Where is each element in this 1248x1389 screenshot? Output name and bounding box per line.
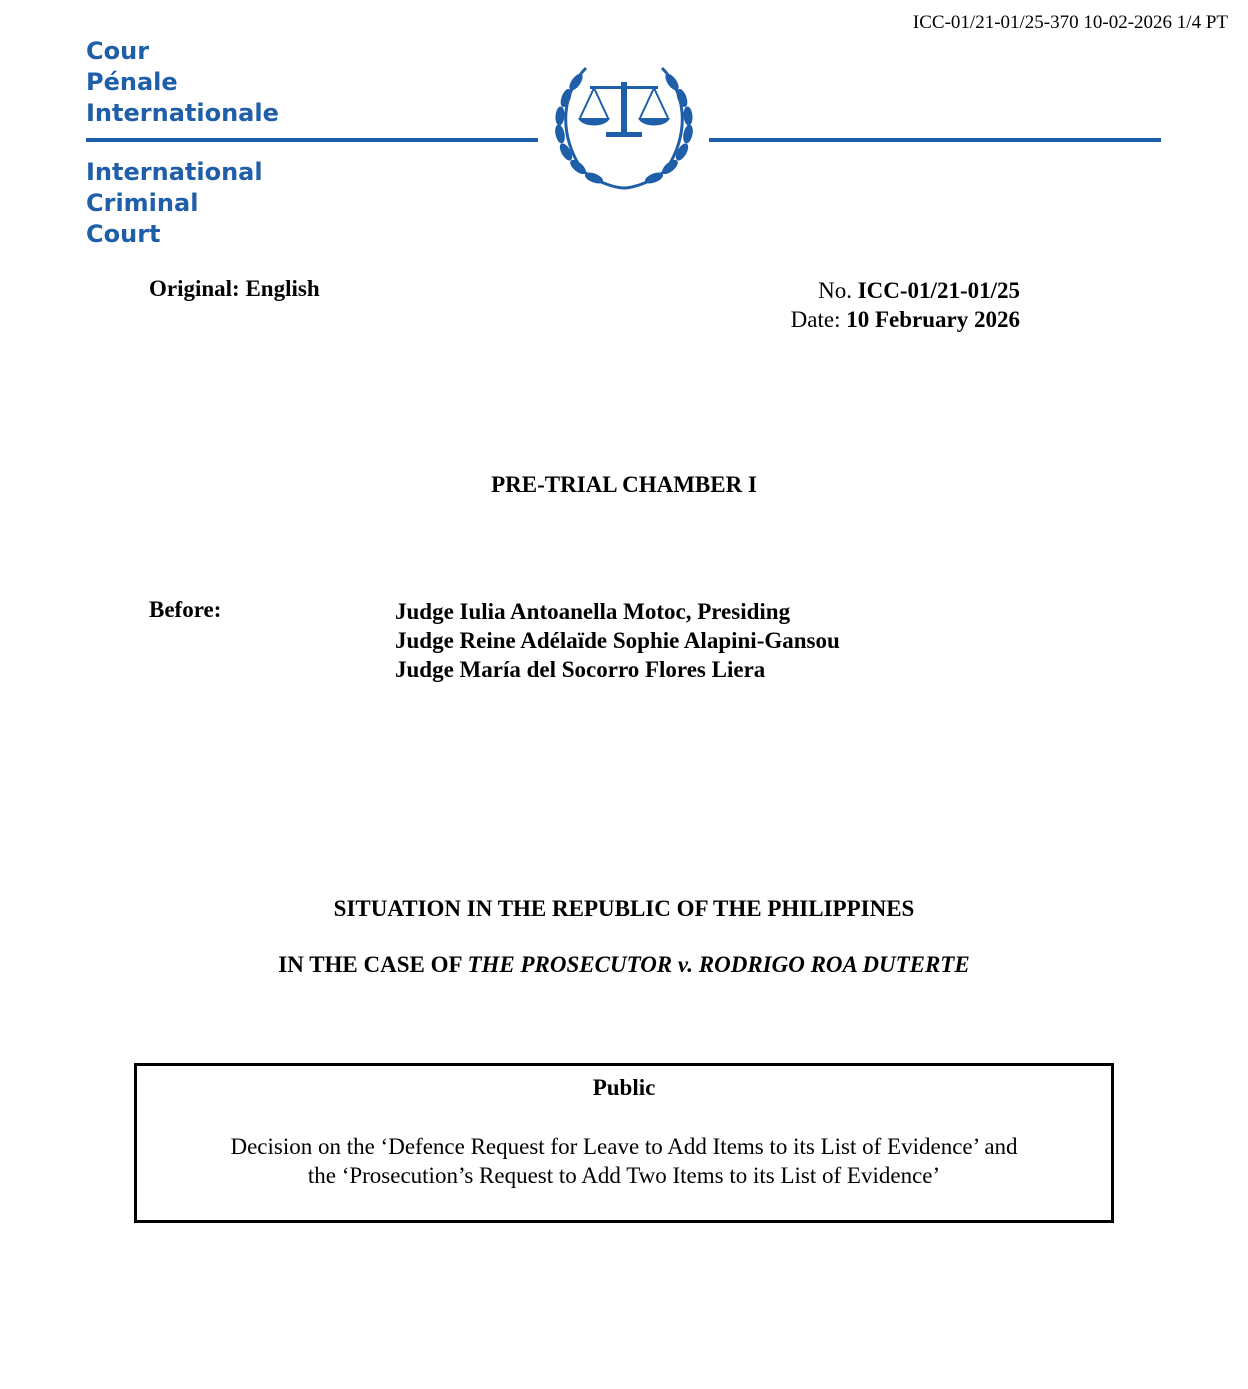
scales-of-justice-laurel-icon: [546, 60, 702, 190]
judge-name: Judge María del Socorro Flores Liera: [395, 657, 766, 682]
logo-fr-line: Internationale: [86, 99, 279, 127]
classification-label: Public: [592, 1075, 656, 1100]
logo-en-line: Criminal: [86, 189, 199, 217]
document-date: [791, 305, 1020, 334]
logo-rule-right: [709, 138, 1161, 142]
logo-fr-line: Cour: [86, 37, 150, 65]
case-name: THE PROSECUTOR v. RODRIGO ROA DUTERTE: [467, 952, 970, 977]
date-label: Date:: [790, 307, 841, 332]
date-value: 10 February 2026: [846, 307, 1020, 332]
logo-rule-left: [86, 138, 538, 142]
decision-title-box: [134, 1063, 1114, 1223]
case-number-value: ICC-01/21-01/25: [857, 278, 1020, 303]
case-heading: [0, 952, 1248, 978]
original-language: Original: English: [149, 276, 320, 301]
case-number: [791, 276, 1020, 305]
logo-french-name: [86, 36, 279, 129]
document-stamp: ICC-01/21-01/25-370 10-02-2026 1/4 PT: [912, 12, 1228, 33]
decision-title: [137, 1132, 1111, 1190]
logo-fr-line: Pénale: [86, 68, 178, 96]
logo-english-name: [86, 157, 263, 250]
judges-list: [395, 597, 840, 684]
logo-en-line: International: [86, 158, 263, 186]
judge-name: Judge Reine Adélaïde Sophie Alapini-Gansou: [395, 628, 840, 653]
case-prefix: IN THE CASE OF: [278, 952, 462, 977]
chamber-heading: PRE-TRIAL CHAMBER I: [491, 472, 757, 497]
case-reference: [791, 276, 1020, 334]
before-label: Before:: [149, 597, 222, 622]
judge-name: Judge Iulia Antoanella Motoc, Presiding: [395, 599, 791, 624]
case-number-label: No.: [818, 278, 852, 303]
situation-heading: SITUATION IN THE REPUBLIC OF THE PHILIPPINES: [333, 896, 915, 921]
decision-title-line: Decision on the ‘Defence Request for Leave to Add Items to its List of Evidence’ and: [230, 1134, 1018, 1159]
decision-title-line: the ‘Prosecution’s Request to Add Two Items to its List of Evidence’: [307, 1163, 941, 1188]
logo-en-line: Court: [86, 220, 161, 248]
